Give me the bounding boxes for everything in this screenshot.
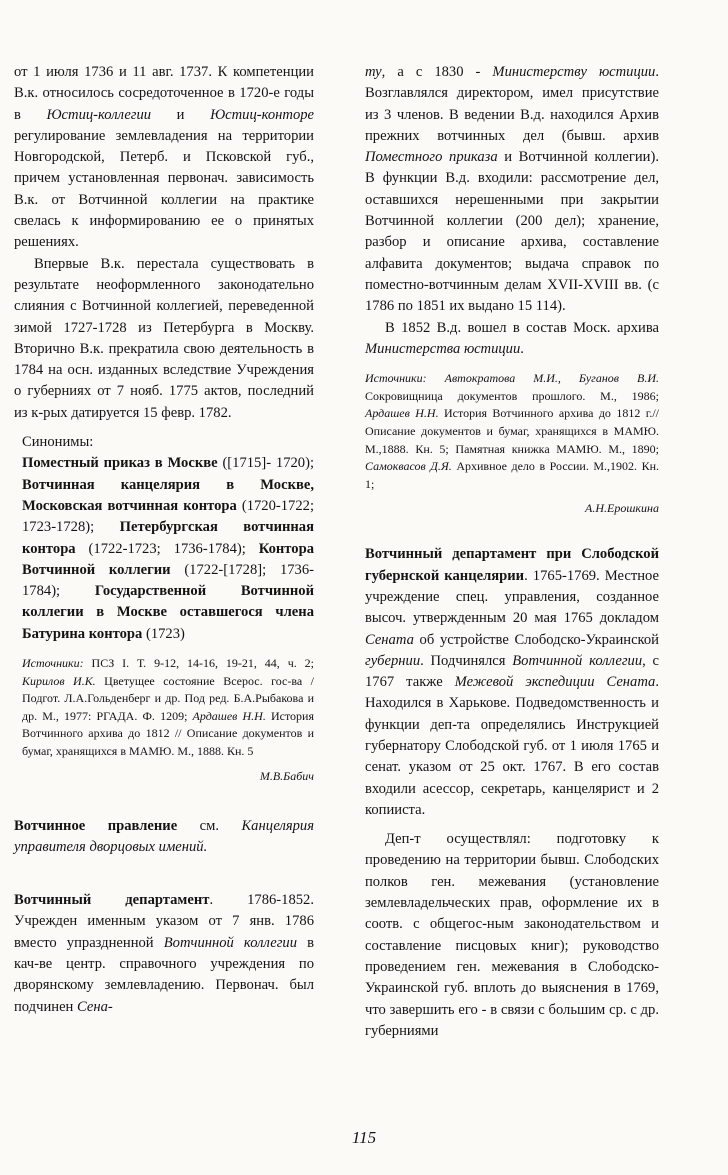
paragraph: В 1852 В.д. вошел в состав Моск. архива Министерства юстиции.: [365, 319, 659, 357]
italic-reference: Юстиц-конторе: [210, 106, 315, 123]
italic-reference: Межевой экспедиции Сената: [454, 674, 656, 691]
italic-reference: губернии: [365, 652, 421, 669]
bold-term: Вотчинная канцелярия в Москве, Московская вотчинная контора: [22, 476, 314, 514]
bold-term: Контора Вотчинной коллегии: [22, 540, 314, 578]
paragraph: от 1 июля 1736 и 11 авг. 1737. К компетенции В.к. относилось сосредоточенное в 1720-е годы в Юстиц-коллегии и Юстиц-конторе регулирование землевладения на территории Новгородской, Петерб. и Псковской губ., причем установленная первонач. зависимость В.к. от Вотчинной коллегии на практике свелась к информированию ее о принятых решениях.: [14, 64, 315, 251]
paragraph: Впервые В.к. перестала существовать в результате неоформленного законодательно слияния с Вотчинной коллегией, переведенной зимой 1727-1728 из Петербурга в Москву. Вторично В.к. прекратила свою деятельность в 1784 на осн. изданных вследствие Учреждения о губерниях от 7 нояб. 1775 актов, последний из к-рых датируется 15 февр. 1782.: [14, 255, 314, 421]
italic-reference: Кирилов И.К.: [22, 673, 96, 688]
bold-term: Вотчинный департамент: [14, 892, 210, 909]
italic-reference: Ардашев Н.Н.: [365, 406, 439, 421]
italic-reference: Источники:: [22, 656, 84, 671]
right-column: [365, 62, 659, 1042]
synonyms-heading: Синонимы:: [22, 434, 94, 451]
page-number: 115: [351, 1128, 377, 1147]
italic-reference: Министерства юстиции: [365, 340, 521, 357]
synonyms-block: [22, 432, 314, 645]
italic-reference: Вотчинной коллегии: [512, 652, 643, 669]
italic-reference: Сената: [365, 631, 414, 648]
paragraph: ту, а с 1830 - Министерству юстиции. Возглавлялся директором, имел присутствие из 3 членов. В ведении В.д. находился Архив прежних вотчинных дел (бывш. архив Поместного приказа и Вотчинной коллегии). В функции В.д. входили: рассмотрение дел, оставшихся нерешенными при закрытии Вотчинной коллегии (200 дел); хранение, разбор и описание архива, составление алфавита документов; выдача справок по поместно-вотчинным делам XVII-XVIII вв. (с 1786 по 1851 их выдано 15 114).: [365, 64, 659, 315]
italic-reference: Самоквасов Д.Я.: [365, 459, 452, 474]
author-signature: А.Н.Ерошкина: [585, 501, 659, 516]
left-column: [14, 62, 314, 1018]
italic-reference: Канцелярия управителя дворцовых имений.: [14, 817, 314, 855]
entry-votchinny-departament: Вотчинный департамент. 1786-1852. Учрежден именным указом от 7 янв. 1786 вместо упраздненной Вотчинной коллегии в кач-ве центр. справочного учреждения по дворянскому землевладению. Первонач. был подчинен Сена-: [14, 892, 315, 1015]
italic-reference: Сена-: [77, 998, 113, 1015]
italic-reference: Юстиц-коллегии: [46, 106, 152, 123]
bold-term: Вотчинное правление: [14, 817, 178, 834]
italic-reference: Источники: Автократова М.И., Буганов В.И.: [365, 371, 659, 386]
italic-reference: Ардашев Н.Н.: [192, 708, 266, 723]
bold-term: Поместный приказ в Москве: [22, 455, 218, 472]
bold-term: Петербургская вотчинная контора: [22, 519, 314, 557]
synonyms-list: Поместный приказ в Москве ([1715]- 1720); Вотчинная канцелярия в Москве, Московская вотчинная контора (1720-1722; 1723-1728); Петербургская вотчинная контора (1722-1723; 1736-1784); Контора Вотчинной коллегии (1722-[1728]; 1736-1784); Государственной Вотчинной коллегии в Москве оставшегося члена Батурина контора (1723): [22, 455, 315, 642]
italic-reference: Поместного приказа: [365, 149, 498, 166]
italic-reference: Вотчинной коллегии: [163, 934, 297, 951]
entry-slobodskaya-departament: Вотчинный департамент при Слободской губернской канцелярии. 1765-1769. Местное учреждение спец. управления, созданное высоч. утвержденным 20 мая 1765 докладом Сената об устройстве Слободско-Украинской губернии. Подчинялся Вотчинной коллегии, с 1767 также Межевой экспедиции Сената. Находился в Харькове. Подведомственность и функции деп-та определялись Инструкцией губернатору Слободской губ. от 1 июля 1765 и сенат. указом от 25 окт. 1767. В его состав входили асессор, секретарь, канцелярист и 2 копииста.: [365, 546, 660, 818]
bold-term: Государственной Вотчинной коллегии в Москве оставшегося члена Батурина контора: [22, 583, 314, 642]
bold-term: Вотчинный департамент при Слободской губернской канцелярии: [365, 546, 659, 584]
author-signature: М.В.Бабич: [259, 768, 314, 783]
entry-votchinnoe-pravlenie: Вотчинное правление см. Канцелярия управителя дворцовых имений.: [14, 817, 314, 855]
italic-reference: ту: [365, 64, 382, 80]
italic-reference: Министерству юстиции: [492, 64, 656, 80]
paragraph: Деп-т осуществлял: подготовку к проведению на территории бывш. Слободских полков ген. межевания (установление землевладельческих прав, оформление их в соотв. с общегос-ным законодательством и составление писцовых книг); руководство проведением ген. межевания в Слободско-Украинской губ. вплоть до выяснения в 1769, что завершить его - в связи с большим ср. с др. губерниями: [365, 831, 659, 1039]
sources: Источники: ПСЗ I. Т. 9-12, 14-16, 19-21, 44, ч. 2; Кирилов И.К. Цветущее состояние Всерос. гос-ва / Подгот. Л.А.Гольденберг и др. Под ред. Б.А.Рыбакова и др. М., 1977: РГАДА. Ф. 1209; Ардашев Н.Н. История Вотчинного архива до 1812 // Описание документов и бумаг, хранящихся в МАМЮ. М., 1888. Кн. 5: [22, 656, 315, 758]
sources: Источники: Автократова М.И., Буганов В.И. Сокровищница документов прошлого. М., 1986; Ардашев Н.Н. История Вотчинного архива до 1812 г.// Описание документов и бумаг, хранящихся в МАМЮ. М.,1888. Кн. 5; Памятная книжка МАМЮ. М., 1890; Самоквасов Д.Я. Архивное дело в России. М.,1902. Кн. 1;: [365, 371, 659, 491]
